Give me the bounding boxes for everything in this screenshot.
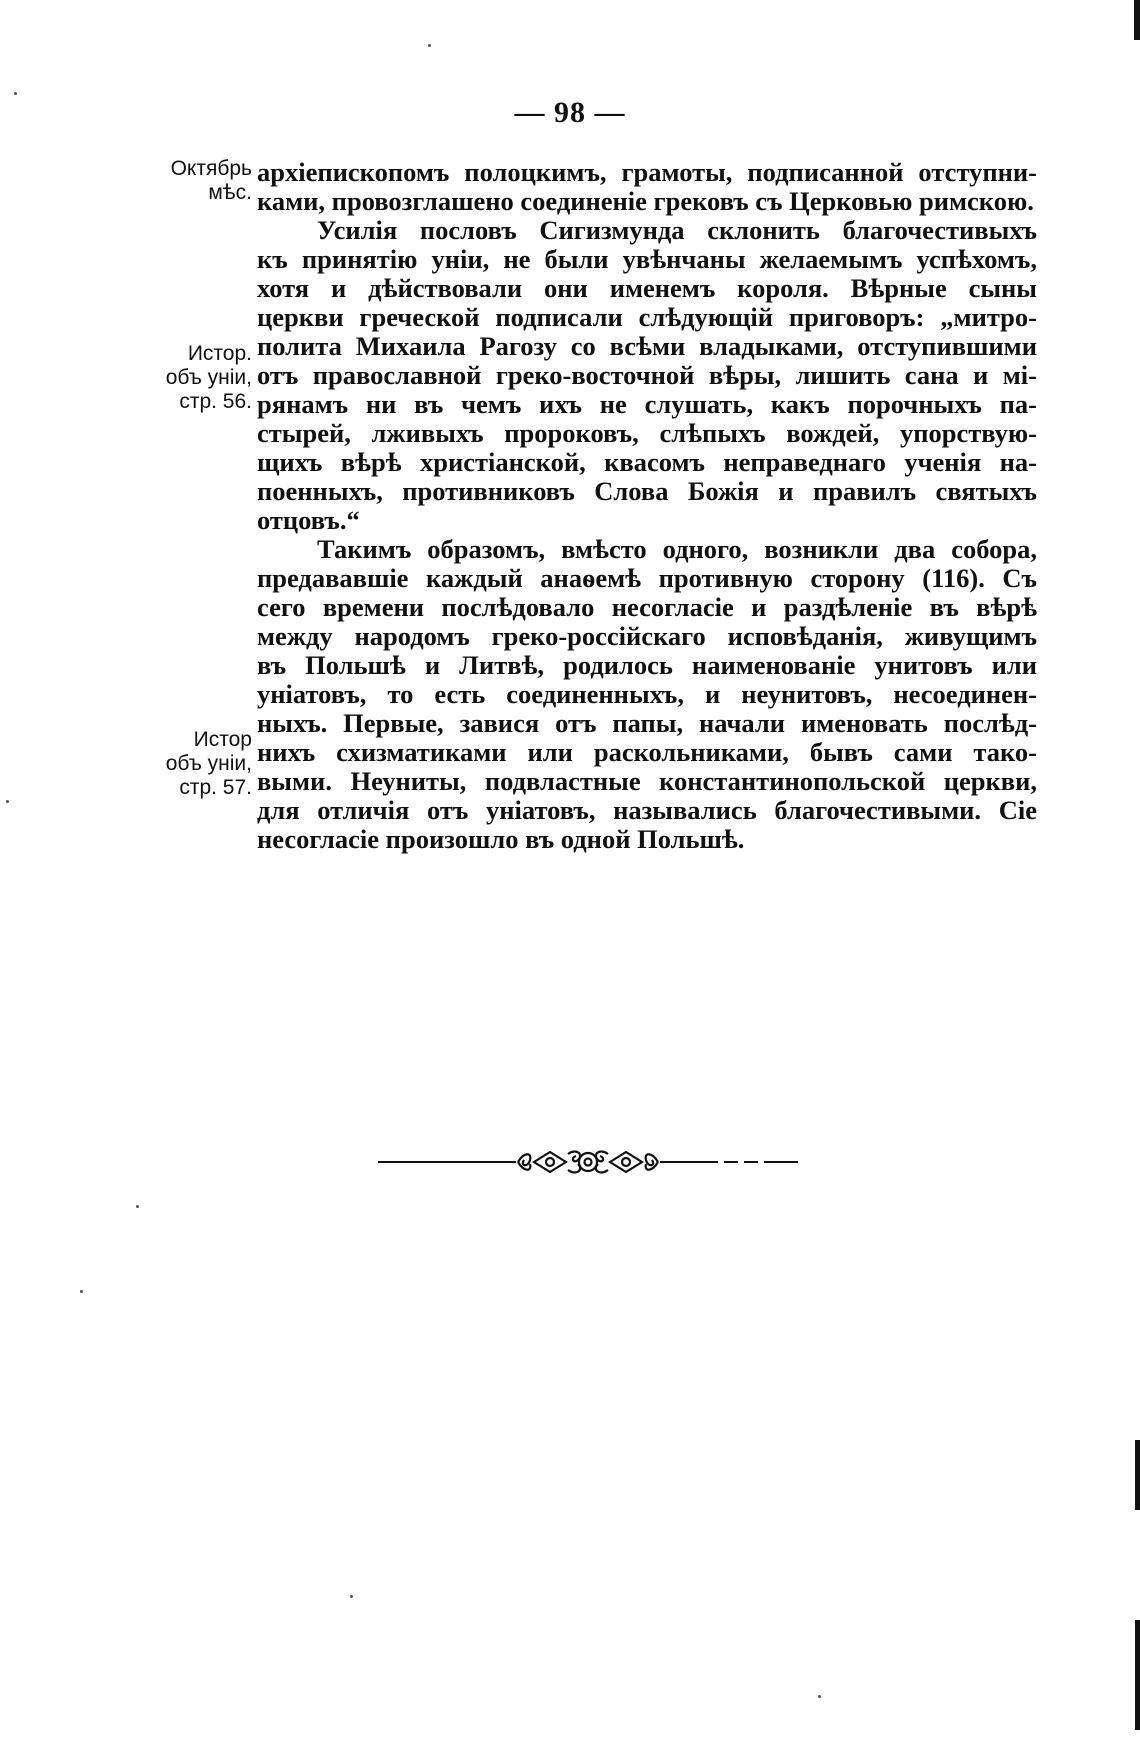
text-line: отцовъ.“ (257, 506, 360, 535)
text-line: ками, провозглашено соединеніе грековъ съ Церковью римскою. (257, 187, 1034, 216)
margin-note-history-56: Истор. объ уніи, стр. 56. (165, 342, 252, 413)
text-line: между народомъ греко-россійскаго исповѣданія, живущимъ (257, 622, 1037, 651)
text-line: выми. Неуниты, подвластные константинопольской церкви, (257, 767, 1037, 796)
decorative-divider-ornament (378, 1140, 798, 1180)
scan-speck (350, 1595, 353, 1598)
text-line: Усилія пословъ Сигизмунда склонить благочестивыхъ (317, 216, 1037, 245)
scan-edge-mark (1134, 0, 1140, 40)
margin-note-october: Октябрь мѣс. (170, 157, 252, 204)
text-line: Такимъ образомъ, вмѣсто одного, возникли два собора, (317, 535, 1037, 564)
text-line: полита Михаила Рагозу со всѣми владыками, отступившими (257, 332, 1037, 361)
scan-speck (136, 1205, 139, 1208)
text-line: рянамъ ни въ чемъ ихъ не слушать, какъ порочныхъ па- (257, 390, 1037, 419)
text-line: архіепископомъ полоцкимъ, грамоты, подписанной отступни- (257, 158, 1037, 187)
scan-speck (14, 92, 17, 95)
text-line: хотя и дѣйствовали они именемъ короля. Вѣрные сыны (257, 274, 1037, 303)
text-line: въ Польшѣ и Литвѣ, родилось наименованіе унитовъ или (257, 651, 1037, 680)
text-line: ныхъ. Первые, завися отъ папы, начали именовать послѣд- (257, 709, 1037, 738)
text-line: щихъ вѣрѣ христіанской, квасомъ неправеднаго ученія на- (257, 448, 1037, 477)
text-line: отъ православной греко-восточной вѣры, лишить сана и мі- (257, 361, 1037, 390)
margin-note-history-57: Истор объ уніи, стр. 57. (165, 728, 252, 799)
scan-speck (80, 1290, 83, 1293)
scan-edge-mark (1135, 1440, 1140, 1510)
text-line: сего времени послѣдовало несогласіе и раздѣленіе въ вѣрѣ (257, 593, 1037, 622)
scan-speck (6, 800, 9, 803)
text-line: къ принятію уніи, не были увѣнчаны желаемымъ успѣхомъ, (257, 245, 1037, 274)
scan-edge-mark (1135, 1620, 1140, 1730)
scan-speck (818, 1695, 821, 1698)
text-line: для отличія отъ уніатовъ, назывались благочестивыми. Сіе (257, 796, 1037, 825)
text-line: несогласіе произошло въ одной Польшѣ. (257, 825, 745, 854)
text-line: поенныхъ, противниковъ Слова Божія и правилъ святыхъ (257, 477, 1037, 506)
text-line: стырей, лживыхъ пророковъ, слѣпыхъ вождей, упорствую- (257, 419, 1037, 448)
text-line: уніатовъ, то есть соединенныхъ, и неунитовъ, несоединен- (257, 680, 1037, 709)
text-line: церкви греческой подписали слѣдующій приговоръ: „митро- (257, 303, 1037, 332)
text-line: нихъ схизматиками или раскольниками, бывъ сами тако- (257, 738, 1037, 767)
scan-speck (428, 44, 431, 47)
text-line: предававшіе каждый анаѳемѣ противную сторону (116). Съ (257, 564, 1037, 593)
page-number: — 98 — (514, 96, 626, 129)
